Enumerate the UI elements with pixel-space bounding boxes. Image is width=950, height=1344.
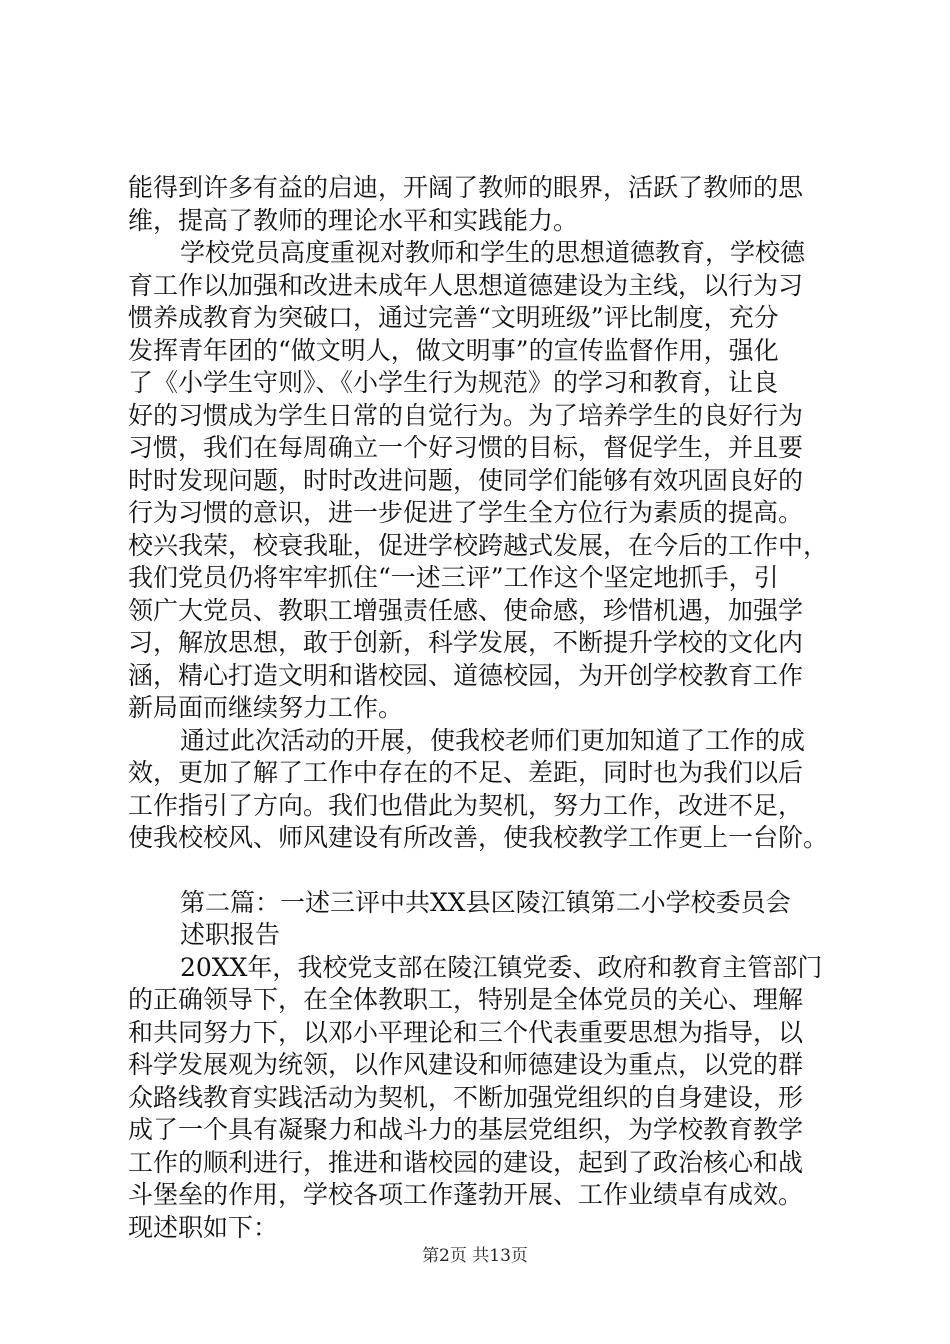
- text-line: 行为习惯的意识，进一步促进了学生全方位行为素质的提高。: [128, 498, 804, 527]
- text-line: 效，更加了解了工作中存在的不足、差距，同时也为我们以后: [128, 758, 804, 787]
- text-line: 习，解放思想，敢于创新，科学发展，不断提升学校的文化内: [128, 628, 804, 657]
- text-line: 发挥青年团的“做文明人，做文明事”的宣传监督作用，强化: [128, 335, 779, 365]
- text-line: 涵，精心打造文明和谐校园、道德校园，为开创学校教育工作: [128, 660, 804, 690]
- heading-line: 第二篇：一述三评中共XX县区陵江镇第二小学校委员会: [180, 887, 791, 917]
- paragraph-3: [128, 725, 838, 855]
- text-line: 科学发展观为统领，以作风建设和师德建设为重点，以党的群: [128, 1050, 804, 1079]
- text-line: 能得到许多有益的启迪，开阔了教师的眼界，活跃了教师的思: [128, 173, 804, 202]
- page-number-footer: 第2页 共13页: [422, 1246, 528, 1266]
- text-line: 工作的顺利进行，推进和谐校园的建设，起到了政治核心和战: [128, 1147, 804, 1177]
- paragraph-1: [128, 172, 838, 237]
- document-body: [128, 172, 838, 1244]
- text-line: 好的习惯成为学生日常的自觉行为。为了培养学生的良好行为: [128, 400, 804, 430]
- text-line: 领广大党员、教职工增强责任感、使命感，珍惜机遇，加强学: [128, 595, 804, 625]
- text-line: 成了一个具有凝聚力和战斗力的基层党组织，为学校教育教学: [128, 1115, 804, 1144]
- section-gap: [128, 855, 838, 887]
- text-line: 时时发现问题，时时改进问题，使同学们能够有效巩固良好的: [128, 465, 804, 495]
- paragraph-4: [128, 952, 838, 1245]
- text-line: 学校党员高度重视对教师和学生的思想道德教育，学校德: [180, 238, 806, 267]
- section-heading: [128, 887, 838, 952]
- text-line: 众路线教育实践活动为契机，不断加强党组织的自身建设，形: [128, 1082, 804, 1112]
- text-line: 的正确领导下，在全体教职工，特别是全体党员的关心、理解: [128, 985, 804, 1014]
- text-line: 了《小学生守则》、《小学生行为规范》的学习和教育，让良: [128, 368, 779, 397]
- text-line: 使我校校风、师风建设有所改善，使我校教学工作更上一台阶。: [128, 823, 829, 852]
- text-line: 斗堡垒的作用，学校各项工作蓬勃开展、工作业绩卓有成效。: [128, 1180, 804, 1209]
- text-line: 校兴我荣，校衰我耻，促进学校跨越式发展，在今后的工作中，: [128, 530, 829, 560]
- text-line: 维，提高了教师的理论水平和实践能力。: [128, 205, 579, 235]
- text-line: 新局面而继续努力工作。: [128, 693, 404, 722]
- text-line: 我们党员仍将牢牢抓住“一述三评”工作这个坚定地抓手，引: [128, 563, 779, 592]
- text-line: 惯养成教育为突破口，通过完善“文明班级”评比制度，充分: [128, 303, 779, 332]
- text-line: 和共同努力下，以邓小平理论和三个代表重要思想为指导，以: [128, 1017, 804, 1047]
- text-line: 工作指引了方向。我们也借此为契机，努力工作，改进不足，: [128, 790, 804, 820]
- text-line: 20XX年，我校党支部在陵江镇党委、政府和教育主管部门: [180, 952, 823, 982]
- heading-line: 述职报告: [180, 920, 281, 949]
- text-line: 现述职如下：: [128, 1212, 279, 1242]
- text-line: 育工作以加强和改进未成年人思想道德建设为主线，以行为习: [128, 270, 804, 300]
- paragraph-2: [128, 237, 838, 725]
- text-line: 习惯，我们在每周确立一个好习惯的目标，督促学生，并且要: [128, 433, 804, 462]
- text-line: 通过此次活动的开展，使我校老师们更加知道了工作的成: [180, 725, 806, 755]
